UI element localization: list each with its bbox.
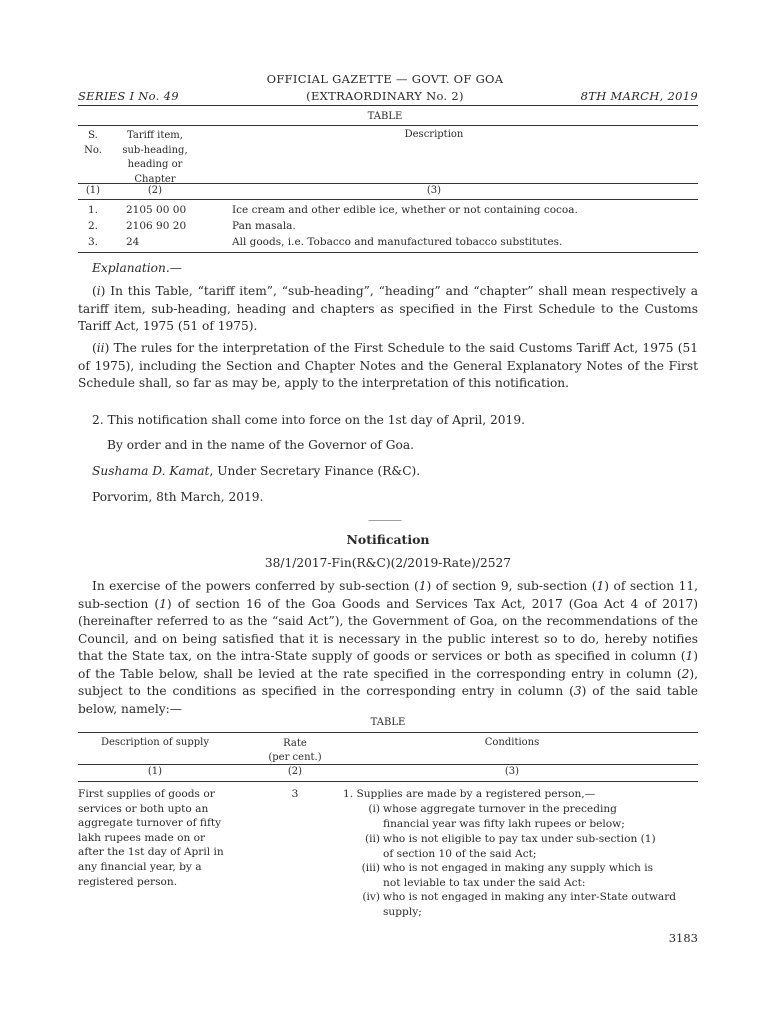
table1-title: TABLE [367, 111, 403, 122]
table1-tariff: 2105 00 00 [126, 204, 187, 216]
table1-col-sno: S. No. [84, 130, 102, 156]
table1-sno: 1. [87, 204, 99, 216]
signatory-designation: , Under Secretary Finance (R&C). [209, 464, 421, 478]
table2-colnum-1: (1) [147, 766, 163, 777]
table1-colnum-1: (1) [85, 185, 101, 196]
table2-rate: 3 [291, 788, 299, 800]
condition-number: (iv) [362, 891, 380, 903]
list-item: (ii) who is not eligible to pay tax under sub-section (1) of section 10 of the said Act; [340, 832, 700, 861]
force-text: 2. This notification shall come into force on the 1st day of April, 2019. [92, 413, 525, 427]
notification-heading: Notification [346, 532, 430, 547]
notification-number: 38/1/2017-Fin(R&C)(2/2019-Rate)/2527 [264, 556, 512, 570]
condition-number: (i) [368, 803, 380, 815]
explanation-ii-text: The rules for the interpretation of the First Schedule to the said Customs Tariff Act, 1975 (51 of 1975), including the Section and Chapter Notes and the General Explanatory Notes of the First Schedule shall, so far as may be, apply to the interpretation of this notification. [78, 341, 698, 390]
condition-number: (iii) [361, 862, 380, 874]
order-text: By order and in the name of the Governor of Goa. [107, 438, 414, 452]
explanation-heading: Explanation.— [92, 261, 182, 275]
header-rule [78, 105, 698, 106]
signatory-name: Sushama D. Kamat [92, 464, 210, 478]
table2-col-rate: Rate (per cent.) [268, 738, 322, 763]
list-item: (i) whose aggregate turnover in the preceding financial year was fifty lakh rupees or below; [340, 802, 700, 831]
separator: ______ [368, 508, 402, 521]
table1-tariff: 2106 90 20 [126, 220, 187, 232]
explanation-i-text: In this Table, “tariff item”, “sub-heading”, “heading” and “chapter” shall mean respectively a tariff item, sub-heading, heading and chapters as specified in the First Schedule to the Customs Tariff Act, 1975 (51 of 1975). [78, 284, 698, 333]
gazette-title: OFFICIAL GAZETTE — GOVT. OF GOA [266, 72, 504, 86]
table2-col-conditions: Conditions [484, 737, 540, 748]
table2-col-supply: Description of supply [100, 737, 210, 748]
table2-top-rule [78, 732, 698, 733]
table1-desc: Pan masala. [232, 220, 296, 232]
table1-header-rule [78, 183, 698, 184]
table2-condition-intro: 1. Supplies are made by a registered person,— [343, 788, 596, 800]
table2-supply-description: First supplies of goods or services or both upto an aggregate turnover of fifty lakh rupees made on or after the 1st day of April in any financial year, by a registered person. [78, 788, 224, 888]
table1-desc: Ice cream and other edible ice, whether or not containing cocoa. [232, 204, 578, 216]
table1-sno: 3. [87, 236, 99, 248]
list-item: (iv) who is not engaged in making any inter-State outward supply; [340, 890, 700, 919]
table2-title: TABLE [370, 717, 406, 728]
gazette-date: 8TH MARCH, 2019 [580, 89, 698, 103]
table2-header-rule [78, 764, 698, 765]
table2-colnum-3: (3) [504, 766, 520, 777]
explanation-i-paragraph: (i) In this Table, “tariff item”, “sub-heading”, “heading” and “chapter” shall mean respectively a tariff item, sub-heading, heading and chapters as specified in the First Schedule to the Customs Tariff Act, 1975 (51 of 1975). [78, 284, 698, 333]
table1-sno: 2. [87, 220, 99, 232]
extraordinary-number: (EXTRAORDINARY No. 2) [306, 89, 464, 103]
condition-number: (ii) [364, 833, 380, 845]
table1-tariff: 24 [126, 236, 140, 248]
table1-colnum-2: (2) [147, 185, 163, 196]
list-item: (iii) who is not engaged in making any supply which is not leviable to tax under the said Act: [340, 861, 700, 890]
signatory [92, 463, 420, 481]
table2-colnum-2: (2) [287, 766, 303, 777]
explanation-ii-paragraph: (ii) The rules for the interpretation of the First Schedule to the said Customs Tariff Act, 1975 (51 of 1975), including the Section and Chapter Notes and the General Explanatory Notes of the First Schedule shall, so far as may be, apply to the interpretation of this notification. [78, 341, 698, 390]
table1-colnum-3: (3) [426, 185, 442, 196]
table1-desc: All goods, i.e. Tobacco and manufactured tobacco substitutes. [232, 236, 563, 248]
table1-top-rule [78, 125, 698, 126]
table2-colnum-rule [78, 781, 698, 782]
table1-col-description: Description [404, 129, 464, 140]
table1-colnum-rule [78, 199, 698, 200]
page-number: 3183 [668, 931, 698, 945]
series-number: SERIES I No. 49 [78, 89, 179, 103]
place-date: Porvorim, 8th March, 2019. [92, 490, 264, 504]
table1-col-tariff: Tariff item, sub-heading, heading or Chapter [122, 130, 188, 185]
table1-bottom-rule [78, 252, 698, 253]
notification-body: In exercise of the powers conferred by sub-section (1) of section 9, sub-section (1) of section 11, sub-section (1) of section 16 of the Goa Goods and Services Tax Act, 2017 (Goa Act 4 of 2017) (hereinafter referred to as the “said Act”), the Government of Goa, on the recommendations of the Council, and on being satisfied that it is necessary in the public interest so to do, hereby notifies that the State tax, on the intra-State supply of goods or services or both as specified in column (1) of the Table below, shall be levied at the rate specified in the corresponding entry in column (2), subject to the conditions as specified in the corresponding entry in column (3) of the said table below, namely:— [78, 579, 699, 716]
explanation-ii-label: ii [96, 341, 105, 355]
explanation-i-label: i [96, 284, 101, 298]
